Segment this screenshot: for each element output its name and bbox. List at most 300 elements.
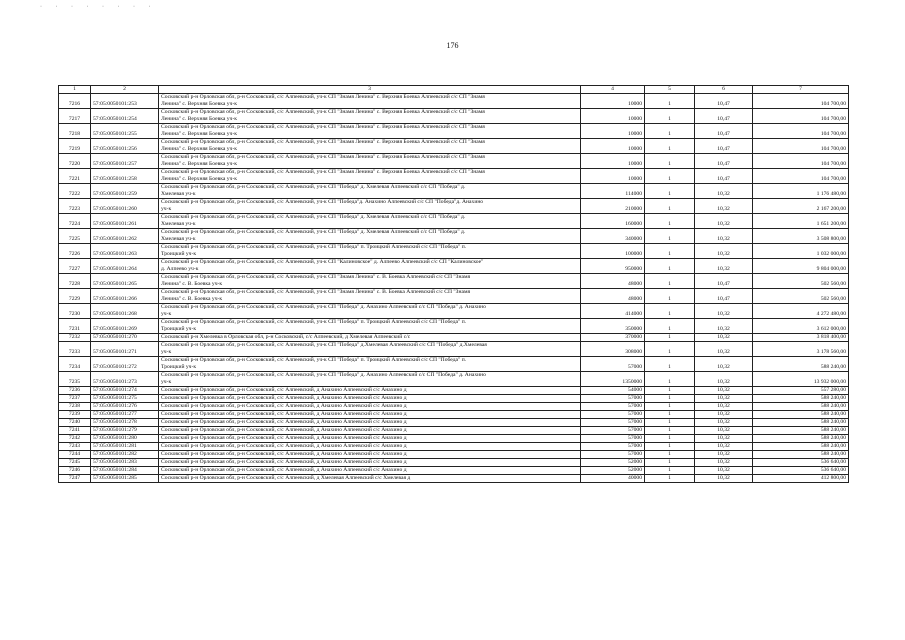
cadastral-number-cell: 57:05:0050101:280 (91, 435, 159, 443)
location-description-cell (159, 459, 581, 467)
description-line-1: Сосковский р-н Орловская обл, р-н Сосковский, с/с Алпеевский, уч-к СП "Победа" д. Анахино Алпеевский с/с СП "Победа" д. Анахино (161, 372, 486, 378)
row-number-cell: 7225 (59, 229, 91, 244)
rate-cell: 10,32 (695, 244, 753, 259)
count-cell: 1 (645, 229, 695, 244)
count-cell: 1 (645, 357, 695, 372)
location-description-cell (159, 403, 581, 411)
cadastral-number-cell: 57:05:0050101:265 (91, 274, 159, 289)
location-description-cell (159, 274, 581, 289)
area-cell: 57000 (581, 451, 645, 459)
row-number-cell: 7237 (59, 395, 91, 403)
count-cell: 1 (645, 184, 695, 199)
description-line-1: Сосковский р-н Орловская обл, р-н Сосковский, с/с Алпеевский, уч-к СП "Знамя Ленина" с. Верхняя Боевка Алпеевский с/с СП "Знамя (161, 154, 485, 160)
row-number-cell: 7229 (59, 289, 91, 304)
area-cell: 370000 (581, 334, 645, 342)
row-number-cell: 7218 (59, 124, 91, 139)
description-line-1: Сосковский р-н Орловская обл, р-н Сосковский, с/с Алпеевский, уч-к СП "Победа" д. Анахино Алпеевский с/с СП "Победа" д. Анахино (161, 304, 486, 310)
cadastral-value-cell: 588 240,00 (753, 419, 849, 427)
row-number-cell: 7224 (59, 214, 91, 229)
parcel-register-table (58, 85, 849, 483)
rate-cell: 10,32 (695, 357, 753, 372)
rate-cell: 10,32 (695, 319, 753, 334)
row-number-cell: 7227 (59, 259, 91, 274)
area-cell: 100000 (581, 244, 645, 259)
area-cell: 1350000 (581, 372, 645, 387)
rate-cell: 10,47 (695, 124, 753, 139)
location-description-cell (159, 419, 581, 427)
table-row (59, 319, 849, 334)
cadastral-number-cell: 57:05:0050101:253 (91, 94, 159, 109)
description-line-1: Сосковский р-н Орловская обл, р-н Сосковский, с/с Алпеевский, д Анахино Алпеевский с/с Анахино д (161, 459, 407, 465)
description-line-2: Ленина" с. В. Боевка уч-к (161, 296, 223, 302)
row-number-cell: 7239 (59, 411, 91, 419)
location-description-cell (159, 214, 581, 229)
description-line-2: Ленина" с. Верхняя Боевка уч-к (161, 176, 237, 182)
description-line-1: Сосковский р-н Орловская обл, р-н Сосковский, с/с Алпеевский, уч-к СП "Знамя Ленина" с. Верхняя Боевка Алпеевский с/с СП "Знамя (161, 124, 485, 130)
row-number-cell: 7245 (59, 459, 91, 467)
row-number-cell: 7220 (59, 154, 91, 169)
count-cell: 1 (645, 387, 695, 395)
column-header: 4 (581, 86, 645, 94)
cadastral-number-cell: 57:05:0050101:278 (91, 419, 159, 427)
cadastral-value-cell: 4 272 480,00 (753, 304, 849, 319)
cadastral-value-cell: 557 280,00 (753, 387, 849, 395)
rate-cell: 10,32 (695, 342, 753, 357)
row-number-cell: 7219 (59, 139, 91, 154)
cadastral-number-cell: 57:05:0050101:284 (91, 467, 159, 475)
table-row (59, 214, 849, 229)
table-row (59, 334, 849, 342)
area-cell: 160000 (581, 214, 645, 229)
description-line-2: Ленина" с. Верхняя Боевка уч-к (161, 116, 237, 122)
cadastral-number-cell: 57:05:0050101:279 (91, 427, 159, 435)
row-number-cell: 7247 (59, 475, 91, 483)
cadastral-number-cell: 57:05:0050101:271 (91, 342, 159, 357)
area-cell: 52000 (581, 467, 645, 475)
cadastral-value-cell: 104 700,00 (753, 124, 849, 139)
row-number-cell: 7243 (59, 443, 91, 451)
count-cell: 1 (645, 214, 695, 229)
row-number-cell: 7232 (59, 334, 91, 342)
table-row (59, 435, 849, 443)
location-description-cell (159, 304, 581, 319)
cadastral-value-cell: 13 932 000,00 (753, 372, 849, 387)
cadastral-value-cell: 588 240,00 (753, 411, 849, 419)
area-cell: 57000 (581, 419, 645, 427)
cadastral-number-cell: 57:05:0050101:282 (91, 451, 159, 459)
description-line-1: Сосковский р-н Орловская обл, р-н Сосковский, с/с Алпеевский, д Анахино Алпеевский с/с Анахино д (161, 451, 407, 457)
cadastral-value-cell: 104 700,00 (753, 154, 849, 169)
table-row (59, 94, 849, 109)
rate-cell: 10,47 (695, 154, 753, 169)
row-number-cell: 7234 (59, 357, 91, 372)
description-line-1: Сосковский р-н Орловская обл, р-н Сосковский, с/с Алпеевский, уч-к СП "Победа"д. Анахино Алпеевский с/с СП "Победа"д. Анахино (161, 199, 484, 205)
location-description-cell (159, 124, 581, 139)
rate-cell: 10,47 (695, 94, 753, 109)
description-line-1: Сосковский р-н Орловская обл, р-н Сосковский, с/с Алпеевский, уч-к СП "Знамя Ленина" с. Верхняя Боевка Алпеевский с/с СП "Знамя (161, 94, 485, 100)
location-description-cell (159, 139, 581, 154)
rate-cell: 10,32 (695, 372, 753, 387)
table-row (59, 451, 849, 459)
location-description-cell (159, 154, 581, 169)
description-line-1: Сосковский р-н Орловская обл, р-н Сосковский, с/с Алпеевский, д Хмелевая Алпеевский с/с Хмелевая д (161, 475, 411, 481)
rate-cell: 10,32 (695, 475, 753, 483)
count-cell: 1 (645, 435, 695, 443)
cadastral-value-cell: 502 560,00 (753, 289, 849, 304)
cadastral-number-cell: 57:05:0050101:268 (91, 304, 159, 319)
description-line-2: Ленина" с. Верхняя Боевка уч-к (161, 131, 237, 137)
location-description-cell (159, 94, 581, 109)
row-number-cell: 7244 (59, 451, 91, 459)
rate-cell: 10,47 (695, 274, 753, 289)
description-line-2: Хмелевая уч-к (161, 236, 196, 242)
cadastral-number-cell: 57:05:0050101:275 (91, 395, 159, 403)
description-line-1: Сосковский р-н Орловская обл, р-н Сосковский, с/с Алпеевский, д Анахино Алпеевский с/с Анахино д (161, 443, 407, 449)
row-number-cell: 7222 (59, 184, 91, 199)
description-line-1: Сосковский р-н Орловская обл, р-н Сосковский, с/с Алпеевский, д Анахино Алпеевский с/с Анахино д (161, 435, 407, 441)
table-row (59, 244, 849, 259)
cadastral-number-cell: 57:05:0050101:259 (91, 184, 159, 199)
location-description-cell (159, 319, 581, 334)
rate-cell: 10,32 (695, 229, 753, 244)
description-line-2: уч-к (161, 379, 172, 385)
location-description-cell (159, 427, 581, 435)
rate-cell: 10,32 (695, 199, 753, 214)
description-line-2: Ленина" с. Верхняя Боевка уч-к (161, 146, 237, 152)
row-number-cell: 7238 (59, 403, 91, 411)
cadastral-number-cell: 57:05:0050101:260 (91, 199, 159, 214)
row-number-cell: 7236 (59, 387, 91, 395)
description-line-2: Ленина" с. Верхняя Боевка уч-к (161, 101, 237, 107)
column-number-row (59, 86, 849, 94)
row-number-cell: 7241 (59, 427, 91, 435)
area-cell: 54000 (581, 387, 645, 395)
description-line-2: Хмелевая уч-к (161, 221, 196, 227)
table-row (59, 443, 849, 451)
page-number: 176 (446, 41, 459, 50)
area-cell: 10000 (581, 154, 645, 169)
table-body (59, 86, 849, 483)
description-line-1: Сосковский р-н Орловская обл, р-н Сосковский, с/с Алпеевский, уч-к СП "Знамя Ленина" с. В. Боевка Алпеевский с/с СП "Знамя (161, 289, 471, 295)
row-number-cell: 7217 (59, 109, 91, 124)
column-header: 6 (695, 86, 753, 94)
location-description-cell (159, 467, 581, 475)
count-cell: 1 (645, 443, 695, 451)
cadastral-number-cell: 57:05:0050101:266 (91, 289, 159, 304)
cadastral-value-cell: 588 240,00 (753, 435, 849, 443)
column-header: 7 (753, 86, 849, 94)
area-cell: 10000 (581, 124, 645, 139)
rate-cell: 10,32 (695, 387, 753, 395)
rate-cell: 10,32 (695, 214, 753, 229)
row-number-cell: 7233 (59, 342, 91, 357)
description-line-2: Хмелевая уч-к (161, 191, 196, 197)
count-cell: 1 (645, 411, 695, 419)
count-cell: 1 (645, 475, 695, 483)
location-description-cell (159, 451, 581, 459)
cadastral-value-cell: 588 240,00 (753, 443, 849, 451)
count-cell: 1 (645, 94, 695, 109)
count-cell: 1 (645, 419, 695, 427)
area-cell: 57000 (581, 443, 645, 451)
cadastral-number-cell: 57:05:0050101:273 (91, 372, 159, 387)
row-number-cell: 7221 (59, 169, 91, 184)
table-row (59, 357, 849, 372)
area-cell: 10000 (581, 109, 645, 124)
area-cell: 350000 (581, 319, 645, 334)
count-cell: 1 (645, 451, 695, 459)
rate-cell: 10,47 (695, 289, 753, 304)
count-cell: 1 (645, 139, 695, 154)
description-line-1: Сосковский р-н Орловская обл, р-н Сосковский, с/с Алпеевский, уч-к СП "Калиновское" д. Алпеево Алпеевский с/с СП "Калиновское" (161, 259, 484, 265)
cadastral-number-cell: 57:05:0050101:270 (91, 334, 159, 342)
count-cell: 1 (645, 467, 695, 475)
cadastral-number-cell: 57:05:0050101:263 (91, 244, 159, 259)
cadastral-value-cell: 1 651 200,00 (753, 214, 849, 229)
cadastral-value-cell: 588 240,00 (753, 403, 849, 411)
row-number-cell: 7240 (59, 419, 91, 427)
location-description-cell (159, 199, 581, 214)
location-description-cell (159, 443, 581, 451)
location-description-cell (159, 395, 581, 403)
description-line-1: Сосковский р-н Орловская обл, р-н Сосковский, с/с Алпеевский, уч-к СП "Победа" д. Хмелевая Алпеевский с/с СП "Победа" д. (161, 184, 466, 190)
table-row (59, 427, 849, 435)
rate-cell: 10,32 (695, 467, 753, 475)
rate-cell: 10,32 (695, 451, 753, 459)
rate-cell: 10,32 (695, 334, 753, 342)
cadastral-value-cell: 3 612 000,00 (753, 319, 849, 334)
description-line-1: Сосковский р-н Орловская обл, р-н Сосковский, с/с Алпеевский, д Анахино Алпеевский с/с Анахино д (161, 395, 407, 401)
rate-cell: 10,32 (695, 411, 753, 419)
count-cell: 1 (645, 319, 695, 334)
cadastral-number-cell: 57:05:0050101:255 (91, 124, 159, 139)
area-cell: 40000 (581, 475, 645, 483)
count-cell: 1 (645, 427, 695, 435)
cadastral-value-cell: 412 800,00 (753, 475, 849, 483)
row-number-cell: 7235 (59, 372, 91, 387)
description-line-1: Сосковский р-н Орловская обл, р-н Сосковский, с/с Алпеевский, уч-к СП "Знамя Ленина" с. В. Боевка Алпеевский с/с СП "Знамя (161, 274, 471, 280)
location-description-cell (159, 169, 581, 184)
rate-cell: 10,32 (695, 443, 753, 451)
count-cell: 1 (645, 244, 695, 259)
cadastral-value-cell: 9 804 000,00 (753, 259, 849, 274)
location-description-cell (159, 184, 581, 199)
location-description-cell (159, 357, 581, 372)
rate-cell: 10,32 (695, 419, 753, 427)
location-description-cell (159, 244, 581, 259)
area-cell: 10000 (581, 139, 645, 154)
cadastral-value-cell: 1 176 480,00 (753, 184, 849, 199)
table-row (59, 289, 849, 304)
count-cell: 1 (645, 124, 695, 139)
rate-cell: 10,32 (695, 435, 753, 443)
cadastral-value-cell: 2 167 200,00 (753, 199, 849, 214)
rate-cell: 10,47 (695, 139, 753, 154)
description-line-1: Сосковский р-н Орловская обл, р-н Сосковский, с/с Алпеевский, уч-к СП "Знамя Ленина" с. Верхняя Боевка Алпеевский с/с СП "Знамя (161, 139, 485, 145)
area-cell: 10000 (581, 169, 645, 184)
description-line-1: Сосковский р-н Орловская обл, р-н Сосковский, с/с Алпеевский, уч-к СП "Победа" д. Хмелевая Алпеевский с/с СП "Победа" д. (161, 214, 466, 220)
location-description-cell (159, 387, 581, 395)
count-cell: 1 (645, 154, 695, 169)
location-description-cell (159, 289, 581, 304)
table-row (59, 387, 849, 395)
area-cell: 52000 (581, 459, 645, 467)
location-description-cell (159, 259, 581, 274)
description-line-1: Сосковский р-н Орловская обл, р-н Сосковский, с/с Алпеевский, д Анахино Алпеевский с/с Анахино д (161, 419, 407, 425)
description-line-2: Троицкий уч-к (161, 326, 197, 332)
cadastral-number-cell: 57:05:0050101:283 (91, 459, 159, 467)
description-line-1: Сосковский р-н Орловская обл, р-н Сосковский, с/с Алпеевский, д Анахино Алпеевский с/с Анахино д (161, 467, 407, 473)
area-cell: 57000 (581, 403, 645, 411)
rate-cell: 10,32 (695, 259, 753, 274)
area-cell: 57000 (581, 427, 645, 435)
rate-cell: 10,32 (695, 459, 753, 467)
description-line-1: Сосковский р-н Орловская обл, р-н Сосковский, с/с Алпеевский, д Анахино Алпеевский с/с Анахино д (161, 403, 407, 409)
description-line-1: Сосковский р-н Орловская обл, р-н Сосковский, с/с Алпеевский, уч-к СП "Победа" д.Хмелевая Алпеевский с/с СП "Победа" д.Хмелевая (161, 342, 487, 348)
row-number-cell: 7231 (59, 319, 91, 334)
cadastral-number-cell: 57:05:0050101:261 (91, 214, 159, 229)
description-line-1: Сосковский р-н Орловская обл, р-н Сосковский, с/с Алпеевский, уч-к СП "Знамя Ленина" с. Верхняя Боевка Алпеевский с/с СП "Знамя (161, 169, 485, 175)
row-number-cell: 7230 (59, 304, 91, 319)
description-line-1: Сосковский р-н Орловская обл, р-н Сосковский, с/с Алпеевский, д Анахино Алпеевский с/с Анахино д (161, 411, 407, 417)
table-row (59, 229, 849, 244)
description-line-1: Сосковский р-н Орловская обл, р-н Сосковский, с/с Алпеевский, уч-к СП "Победа" п. Троицкий Алпеевский с/с СП "Победа" п. (161, 244, 467, 250)
table-row (59, 184, 849, 199)
count-cell: 1 (645, 342, 695, 357)
table-row (59, 199, 849, 214)
rate-cell: 10,47 (695, 109, 753, 124)
count-cell: 1 (645, 334, 695, 342)
location-description-cell (159, 342, 581, 357)
column-header: 2 (91, 86, 159, 94)
location-description-cell (159, 372, 581, 387)
cadastral-value-cell: 104 700,00 (753, 169, 849, 184)
cadastral-value-cell: 104 700,00 (753, 139, 849, 154)
column-header: 3 (159, 86, 581, 94)
cadastral-value-cell: 588 240,00 (753, 427, 849, 435)
table-row (59, 342, 849, 357)
cadastral-value-cell: 588 240,00 (753, 395, 849, 403)
area-cell: 57000 (581, 435, 645, 443)
table-row (59, 419, 849, 427)
location-description-cell (159, 411, 581, 419)
count-cell: 1 (645, 372, 695, 387)
rate-cell: 10,32 (695, 304, 753, 319)
description-line-1: Сосковский р-н Орловская обл, р-н Сосковский, с/с Алпеевский, уч-к СП "Победа" д. Хмелевая Алпеевский с/с СП "Победа" д. (161, 229, 466, 235)
description-line-1: Сосковский р-н Хмелевка в Орловская обл, р-н Сосковский, с/с Алпеевский, д Хмелевая Алпеевский с/с (161, 334, 411, 340)
cadastral-value-cell: 502 560,00 (753, 274, 849, 289)
area-cell: 57000 (581, 395, 645, 403)
table-row (59, 259, 849, 274)
cadastral-value-cell: 588 240,00 (753, 357, 849, 372)
location-description-cell (159, 109, 581, 124)
table-row (59, 154, 849, 169)
cadastral-number-cell: 57:05:0050101:264 (91, 259, 159, 274)
count-cell: 1 (645, 395, 695, 403)
column-header: 1 (59, 86, 91, 94)
cadastral-number-cell: 57:05:0050101:269 (91, 319, 159, 334)
table-row (59, 459, 849, 467)
table-row (59, 395, 849, 403)
cadastral-value-cell: 3 818 400,00 (753, 334, 849, 342)
description-line-1: Сосковский р-н Орловская обл, р-н Сосковский, с/с Алпеевский, д Анахино Алпеевский с/с Анахино д (161, 387, 407, 393)
count-cell: 1 (645, 403, 695, 411)
count-cell: 1 (645, 274, 695, 289)
cadastral-number-cell: 57:05:0050101:258 (91, 169, 159, 184)
cadastral-value-cell: 104 700,00 (753, 94, 849, 109)
area-cell: 414000 (581, 304, 645, 319)
cadastral-number-cell: 57:05:0050101:257 (91, 154, 159, 169)
table-row (59, 274, 849, 289)
cadastral-value-cell: 588 240,00 (753, 451, 849, 459)
location-description-cell (159, 334, 581, 342)
table-row (59, 139, 849, 154)
table-row (59, 475, 849, 483)
description-line-2: д. Алпеево уч-к (161, 266, 199, 272)
area-cell: 48000 (581, 289, 645, 304)
cadastral-value-cell: 3 508 800,00 (753, 229, 849, 244)
table-row (59, 411, 849, 419)
description-line-2: Ленина" с. Верхняя Боевка уч-к (161, 161, 237, 167)
table-row (59, 109, 849, 124)
cadastral-number-cell: 57:05:0050101:254 (91, 109, 159, 124)
cadastral-number-cell: 57:05:0050101:274 (91, 387, 159, 395)
description-line-1: Сосковский р-н Орловская обл, р-н Сосковский, с/с Алпеевский, уч-к СП "Победа" п. Троицкий Алпеевский с/с СП "Победа" п. (161, 357, 467, 363)
rate-cell: 10,47 (695, 169, 753, 184)
cadastral-value-cell: 536 640,00 (753, 459, 849, 467)
cadastral-number-cell: 57:05:0050101:262 (91, 229, 159, 244)
location-description-cell (159, 475, 581, 483)
cadastral-number-cell: 57:05:0050101:277 (91, 411, 159, 419)
description-line-2: Троицкий уч-к (161, 364, 197, 370)
table-row (59, 467, 849, 475)
row-number-cell: 7246 (59, 467, 91, 475)
table-row (59, 169, 849, 184)
description-line-2: Троицкий уч-к (161, 251, 197, 257)
description-line-1: Сосковский р-н Орловская обл, р-н Сосковский, с/с Алпеевский, уч-к СП "Знамя Ленина" с. Верхняя Боевка Алпеевский с/с СП "Знамя (161, 109, 485, 115)
area-cell: 114000 (581, 184, 645, 199)
description-line-2: Ленина" с. В. Боевка уч-к (161, 281, 223, 287)
area-cell: 57000 (581, 357, 645, 372)
location-description-cell (159, 435, 581, 443)
row-number-cell: 7223 (59, 199, 91, 214)
cadastral-value-cell: 1 032 000,00 (753, 244, 849, 259)
area-cell: 210000 (581, 199, 645, 214)
area-cell: 950000 (581, 259, 645, 274)
description-line-2: уч-к (161, 349, 172, 355)
count-cell: 1 (645, 169, 695, 184)
cadastral-number-cell: 57:05:0050101:256 (91, 139, 159, 154)
area-cell: 308000 (581, 342, 645, 357)
description-line-2: уч-к (161, 311, 172, 317)
count-cell: 1 (645, 109, 695, 124)
table-row (59, 403, 849, 411)
count-cell: 1 (645, 199, 695, 214)
area-cell: 10000 (581, 94, 645, 109)
column-header: 5 (645, 86, 695, 94)
row-number-cell: 7228 (59, 274, 91, 289)
area-cell: 340000 (581, 229, 645, 244)
description-line-2: уч-к (161, 206, 172, 212)
table-row (59, 304, 849, 319)
area-cell: 57000 (581, 411, 645, 419)
cadastral-number-cell: 57:05:0050101:276 (91, 403, 159, 411)
cadastral-value-cell: 104 700,00 (753, 109, 849, 124)
cadastral-value-cell: 536 640,00 (753, 467, 849, 475)
rate-cell: 10,32 (695, 427, 753, 435)
count-cell: 1 (645, 459, 695, 467)
cadastral-value-cell: 3 178 560,00 (753, 342, 849, 357)
